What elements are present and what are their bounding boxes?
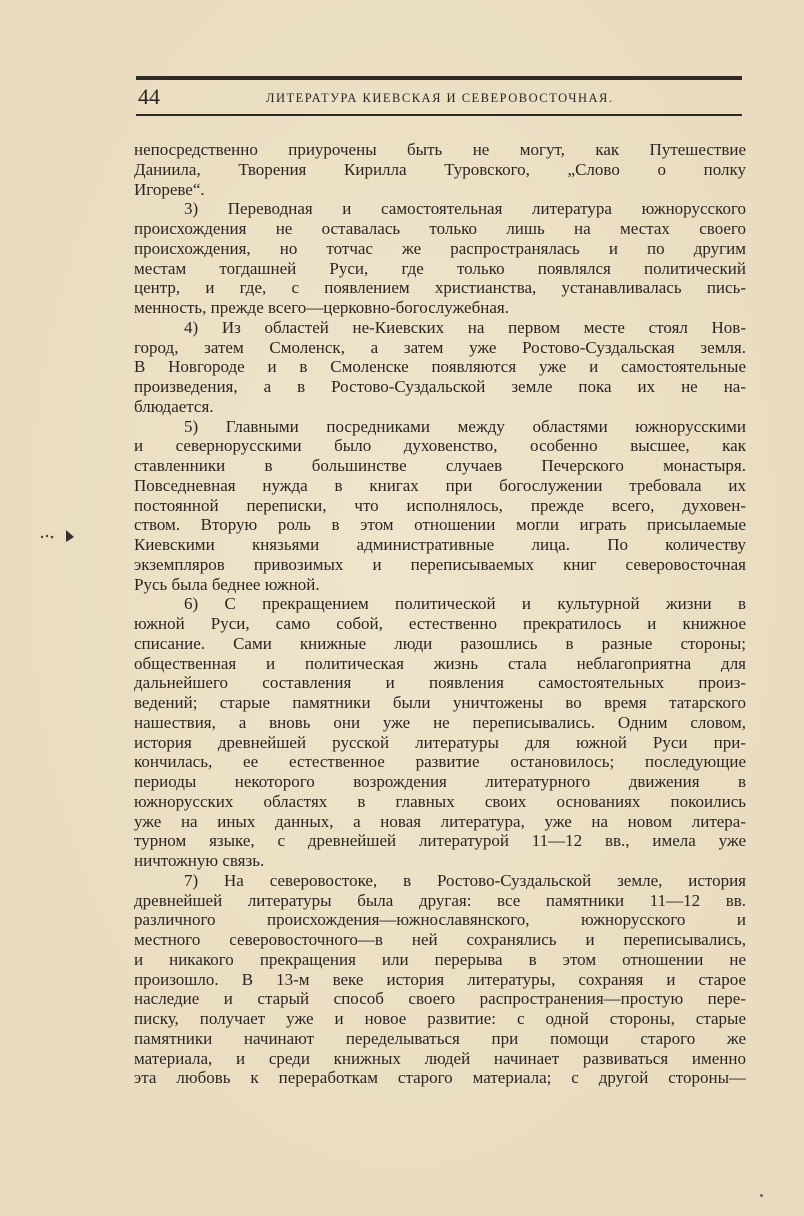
text-line: Игореве“. bbox=[134, 179, 205, 199]
page-header bbox=[136, 84, 742, 112]
text-line: уже на иных данных, а новая литература, уже на новом литера- bbox=[134, 811, 746, 831]
text-line: история древнейшей русской литературы для южной Руси при- bbox=[134, 732, 746, 752]
text-line: дальнейшего составления и появления самостоятельных произ- bbox=[134, 673, 746, 693]
text-line: центр, и где, с появлением христианства, устанавливалась пись- bbox=[134, 278, 746, 298]
text-line: блюдается. bbox=[134, 396, 214, 416]
text-line: памятники начинают переделываться при помощи старого же bbox=[134, 1028, 746, 1048]
text-line: писку, получает уже и новое развитие: с одной стороны, старые bbox=[134, 1009, 746, 1028]
text-line: постоянной переписки, что исполнялось, прежде всего, духовен- bbox=[134, 495, 746, 515]
text-line: экземпляров привозимых и переписываемых книг северовосточная bbox=[134, 554, 746, 574]
running-head: ЛИТЕРАТУРА КИЕВСКАЯ И СЕВЕРОВОСТОЧНАЯ. bbox=[266, 91, 614, 105]
text-line: Русь была беднее южной. bbox=[134, 574, 320, 594]
header-top-rule bbox=[136, 76, 742, 80]
text-line: ством. Вторую роль в этом отношении могли играть присылаемые bbox=[134, 515, 746, 535]
text-line: 3) Переводная и самостоятельная литература южнорусского bbox=[184, 199, 746, 219]
text-line: периоды некоторого возрождения литературного движения в bbox=[134, 772, 746, 791]
body-text bbox=[134, 140, 746, 1088]
text-line: город, затем Смоленск, а затем уже Ростово-Суздальская земля. bbox=[134, 337, 746, 357]
header-bottom-rule bbox=[136, 114, 742, 116]
text-line: непосредственно приурочены быть не могут, как Путешествие bbox=[134, 140, 746, 159]
text-line: Киевскими князьями административные лица. По количеству bbox=[134, 535, 746, 554]
text-line: Повседневная нужда в книгах при богослужении требовала их bbox=[134, 475, 746, 495]
margin-mark-icon bbox=[36, 528, 76, 544]
text-line: ничтожную связь. bbox=[134, 851, 265, 870]
page-number: 44 bbox=[138, 84, 160, 109]
text-line: местного северовосточного—в ней сохранялись и переписывались, bbox=[134, 930, 746, 949]
text-line: ведений; старые памятники были уничтожены во время татарского bbox=[134, 693, 746, 712]
text-line: наследие и старый способ своего распространения—простую пере- bbox=[134, 989, 746, 1009]
text-line: эта любовь к переработкам старого материала; с другой стороны— bbox=[134, 1068, 746, 1088]
text-line: древнейшей литературы была другая: все памятники 11—12 вв. bbox=[134, 890, 746, 910]
text-line: материала, и среди книжных людей начинает развиваться именно bbox=[134, 1048, 746, 1068]
text-line: нашествия, а вновь они уже не переписывались. Одним словом, bbox=[134, 712, 746, 732]
text-line: происхождения, но тотчас же распространялась и по другим bbox=[134, 238, 746, 258]
text-line: происхождения не оставалась только лишь на местах своего bbox=[134, 219, 746, 238]
text-line: В Новгороде и в Смоленске появляются уже и самостоятельные bbox=[134, 357, 746, 377]
text-line: южнорусских областях в главных своих основаниях покоились bbox=[134, 791, 746, 811]
text-line: произошло. В 13-м веке история литературы, сохраняя и старое bbox=[134, 969, 746, 989]
text-line: списание. Сами книжные люди разошлись в разные стороны; bbox=[134, 633, 746, 653]
text-line: общественная и политическая жизнь стала неблагоприятна для bbox=[134, 653, 746, 673]
text-line: и никакого прекращения или перерыва в этом отношении не bbox=[134, 949, 746, 969]
text-line: Даниила, Творения Кирилла Туровского, „Слово о полку bbox=[134, 159, 746, 179]
text-line: различного происхождения—южнославянского, южнорусского и bbox=[134, 910, 746, 930]
text-line: и севернорусскими было духовенство, особенно высшее, как bbox=[134, 436, 746, 456]
text-line: менность, прежде всего—церковно-богослужебная. bbox=[134, 298, 509, 317]
text-line: произведения, а в Ростово-Суздальской земле пока их не на- bbox=[134, 377, 746, 396]
text-line: ставленники в большинстве случаев Печерского монастыря. bbox=[134, 456, 746, 475]
text-line: местам тогдашней Руси, где только появлялся политический bbox=[134, 258, 746, 278]
text-line: кончилась, ее естественное развитие остановилось; последующие bbox=[134, 752, 746, 772]
paper-speck bbox=[760, 1194, 763, 1197]
text-line: 5) Главными посредниками между областями южнорусскими bbox=[184, 416, 746, 436]
text-line: 7) На северовостоке, в Ростово-Суздальской земле, история bbox=[184, 870, 746, 890]
text-line: турном языке, с древнейшей литературой 11—12 вв., имела уже bbox=[134, 831, 746, 851]
text-line: 4) Из областей не-Киевских на первом месте стоял Нов- bbox=[184, 317, 746, 337]
text-line: 6) С прекращением политической и культурной жизни в bbox=[184, 594, 746, 614]
text-line: южной Руси, само собой, естественно прекратилось и книжное bbox=[134, 614, 746, 633]
